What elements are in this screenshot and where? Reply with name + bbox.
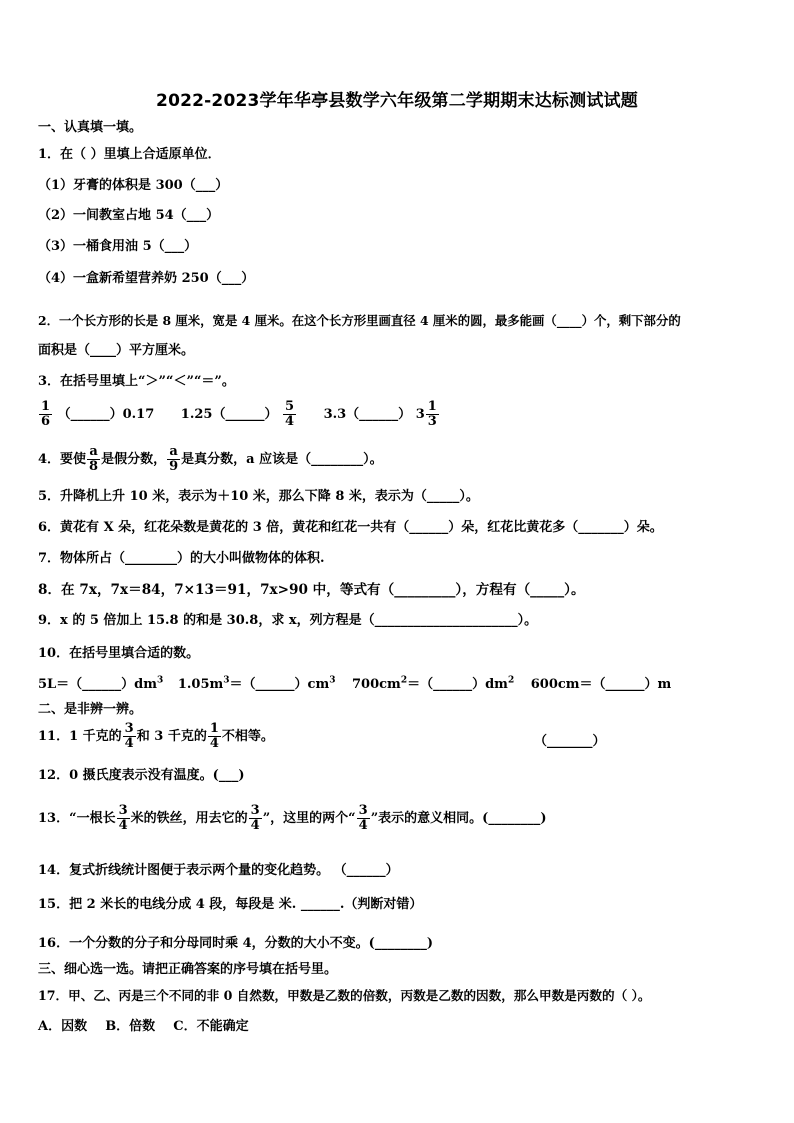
question-1-item-2: （2）一间教室占地 54（___） <box>38 208 220 223</box>
question-17-stem: 17．甲、乙、丙是三个不同的非 0 自然数，甲数是乙数的倍数，丙数是乙数的因数，那么甲数是丙数的（ ）。 <box>38 988 651 1003</box>
question-13: 13．“一根长 $\frac{3}{4}$ 米的铁丝，用去它的 $\frac{3}{4}$ ”，这里的两个“ $\frac{3}{4}$ ”表示的意义相同。(________) <box>38 803 547 833</box>
mixed-number-three-and-one-third: 3 $\frac{1}{3}$ <box>415 399 437 429</box>
question-1-item-1: （1）牙膏的体积是 300（___） <box>38 178 229 193</box>
question-1-item-3: （3）一桶食用油 5（___） <box>38 239 198 254</box>
question-10-stem: 10．在括号里填合适的数。 <box>38 646 200 661</box>
question-3-stem: 3．在括号里填上“＞”“＜”“＝”。 <box>38 374 235 389</box>
question-8: 8．在 7x，7x＝84，7×13＝91，7x>90 中，等式有（_________），方程有（_____）。 <box>38 582 585 598</box>
section-heading-3: 三、细心选一选。请把正确答案的序号填在括号里。 <box>38 962 338 977</box>
section-heading-2: 二、是非辨一辨。 <box>38 702 143 717</box>
question-1-item-4: （4）一盒新希望营养奶 250（___） <box>38 271 255 286</box>
page-title: 2022-2023学年华亭县数学六年级第二学期期末达标测试试题 <box>156 91 638 111</box>
question-2-line-2: 面积是（____）平方厘米。 <box>38 343 195 358</box>
question-6: 6．黄花有 X 朵，红花朵数是黄花的 3 倍，黄花和红花一共有（______）朵，红花比黄花多（_______）朵。 <box>38 520 663 535</box>
section-heading-1: 一、认真填一填。 <box>38 120 143 135</box>
question-5: 5．升降机上升 10 米，表示为＋10 米，那么下降 8 米，表示为（_____）。 <box>38 489 479 504</box>
question-11-answer-blank: （_______） <box>534 734 606 749</box>
question-2-line-1: 2．一个长方形的长是 8 厘米，宽是 4 厘米。在这个长方形里画直径 4 厘米的圆，最多能画（____）个，剩下部分的 <box>38 313 681 328</box>
fraction-one-sixth: $\frac{1}{6}$ <box>41 399 51 429</box>
question-16: 16．一个分数的分子和分母同时乘 4，分数的大小不变。(________) <box>38 936 433 951</box>
question-14: 14．复式折线统计图便于表示两个量的变化趋势。 （______） <box>38 863 399 878</box>
question-11: 11．1 千克的 $\frac{3}{4}$ 和 3 千克的 $\frac{1}{4}$ 不相等。 （_______） <box>38 721 606 751</box>
question-17-options: A．因数 B．倍数 C．不能确定 <box>38 1019 249 1034</box>
question-15: 15．把 2 米长的电线分成 4 段，每段是 米. ______.（判断对错） <box>38 897 423 912</box>
question-10-items: $5L=(\_\_\_\_\_\_)dm^3$ $1.05m^3=(\_\_\_\_\_\_)cm^3$ $700cm^2=(\_\_\_\_\_\_)dm^2$ 600cm＝（______）m <box>38 675 672 692</box>
question-9: 9．x 的 5 倍加上 15.8 的和是 30.8，求 x，列方程是（______________________）。 <box>38 613 538 628</box>
question-7: 7．物体所占（________）的大小叫做物体的体积. <box>38 551 325 566</box>
question-1-stem: 1．在（ ）里填上合适原单位． <box>38 147 221 162</box>
question-4: 4．要使 $\frac{a}{8}$ 是假分数， $\frac{a}{9}$ 是真分数，a 应该是（________）。 <box>38 444 383 474</box>
question-3-comparisons: $\frac{1}{6}$ （______）0.17 1.25（______） $\frac{5}{4}$ 3.3（______） 3 $\frac{1}{3}$ <box>38 400 440 429</box>
fraction-five-fourths: $\frac{5}{4}$ <box>284 399 295 429</box>
question-12: 12．0 摄氏度表示没有温度。(___) <box>38 768 245 783</box>
